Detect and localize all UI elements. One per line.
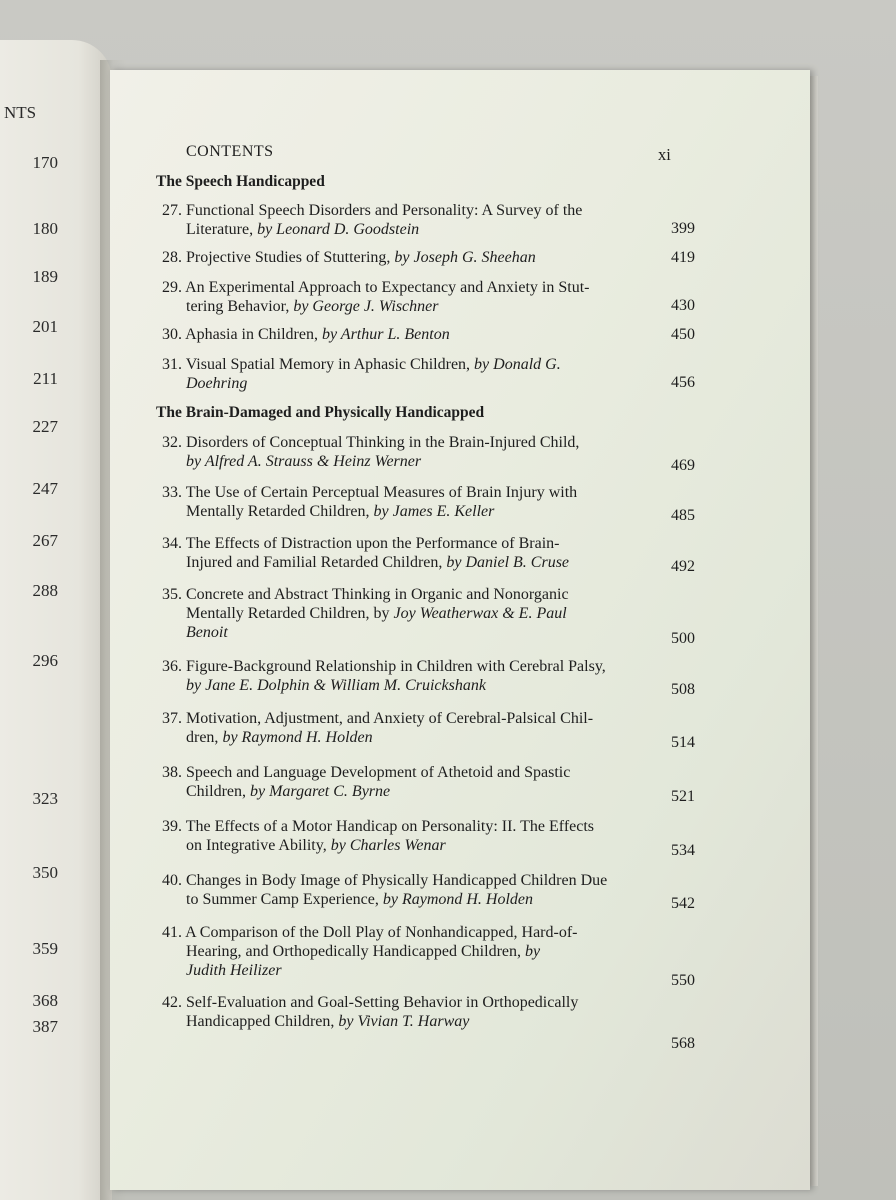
entry-page-number: 521 [671,788,695,805]
entry-author-text: by Raymond H. Holden [222,729,373,746]
entry-page-number: 492 [671,558,695,575]
entry-author-text: Joy Weatherwax & E. Paul [393,605,567,622]
left-page-number: 387 [32,1017,58,1036]
entry-author-text: Doehring [186,375,248,392]
entry-title-text: 41. A Comparison of the Doll Play of Nonhandicapped, Hard-of- [162,924,578,941]
toc-entry-line [186,624,228,642]
left-page-number: 267 [32,531,58,550]
entry-title-text: 27. Functional Speech Disorders and Personality: A Survey of the [162,202,583,219]
entry-title-text: Handicapped Children, [186,1013,339,1030]
contents-page [110,70,810,1190]
entry-title-text: on Integrative Ability, [186,837,331,854]
entry-title-text: Children, [186,783,250,800]
left-page-number: 296 [32,651,58,670]
entry-title-text: 33. The Use of Certain Perceptual Measures of Brain Injury with [162,484,578,501]
entry-author-text: by James E. Keller [373,503,495,520]
toc-entry-line [162,924,577,942]
entry-page-number: 514 [671,734,695,751]
toc-entry-line [162,434,579,452]
entry-author-text: Benoit [186,624,228,641]
entry-title-text: Literature, [186,221,258,238]
facing-page [0,40,112,1200]
toc-entry-line [162,710,593,728]
entry-page-number: 508 [671,681,695,698]
toc-entry-line [186,783,390,801]
entry-author-text: by Leonard D. Goodstein [257,221,420,238]
toc-entry-line [162,872,607,890]
entry-title-text: 30. Aphasia in Children, [162,326,322,343]
toc-entry-line [162,764,570,782]
entry-title-text: tering Behavior, [186,298,294,315]
entry-title-text: 38. Speech and Language Development of Athetoid and Spastic [162,764,571,781]
entry-page-number: 419 [671,249,695,266]
toc-entry-line [162,249,536,267]
left-page-number: 359 [32,939,58,958]
toc-entry-line [162,658,606,676]
toc-entry-line [186,298,438,316]
entry-page-number: 399 [671,220,695,237]
entry-author-text: by [525,943,541,960]
toc-entry-line [186,837,446,855]
toc-entry-line [186,962,282,980]
entry-page-number: 456 [671,374,695,391]
entry-page-number: 568 [671,1035,695,1052]
entry-page-number: 500 [671,630,695,647]
left-page-number: 170 [32,153,58,172]
toc-entry-line [162,484,577,502]
entry-author-text: by Vivian T. Harway [338,1013,470,1030]
entry-author-text: by Daniel B. Cruse [446,554,570,571]
toc-entry-line [162,535,560,553]
entry-author-text: by Joseph G. Sheehan [394,249,536,266]
entry-page-number: 485 [671,507,695,524]
toc-entry-line [186,221,419,239]
toc-entry-line [186,453,421,471]
left-page-number: 247 [32,479,58,498]
entry-author-text: by George J. Wischner [293,298,439,315]
entry-title-text: 36. Figure-Background Relationship in Children with Cerebral Palsy, [162,658,606,675]
entry-page-number: 534 [671,842,695,859]
entry-title-text: dren, [186,729,223,746]
entry-author-text: by Alfred A. Strauss & Heinz Werner [186,453,422,470]
entry-author-text: by Raymond H. Holden [382,891,534,908]
left-page-number: 201 [32,317,58,336]
entry-title-text: 32. Disorders of Conceptual Thinking in the Brain-Injured Child, [162,434,580,451]
entry-page-number: 469 [671,457,695,474]
entry-author-text: by Charles Wenar [330,837,446,854]
entry-page-number: 450 [671,326,695,343]
entry-title-text: 28. Projective Studies of Stuttering, [162,249,395,266]
left-page-number: 323 [32,789,58,808]
left-page-number: 368 [32,991,58,1010]
toc-entry-line [186,1013,469,1031]
toc-entry-line [162,326,450,344]
toc-entry-line [162,202,582,220]
toc-entry-line [186,729,373,747]
entry-title-text: 31. Visual Spatial Memory in Aphasic Children, [162,356,475,373]
entry-title-text: 29. An Experimental Approach to Expectancy and Anxiety in Stut- [162,279,590,296]
entry-title-text: Mentally Retarded Children, [186,503,374,520]
entry-title-text: to Summer Camp Experience, [186,891,383,908]
toc-entry-line [186,605,567,623]
entry-author-text: by Margaret C. Byrne [250,783,391,800]
entry-page-number: 430 [671,297,695,314]
toc-entry-line [162,586,569,604]
left-page-number: 288 [32,581,58,600]
left-page-number: 350 [32,863,58,882]
left-page-number: 180 [32,219,58,238]
entry-title-text: 42. Self-Evaluation and Goal-Setting Behavior in Orthopedically [162,994,579,1011]
entry-title-text: 39. The Effects of a Motor Handicap on Personality: II. The Effects [162,818,595,835]
toc-entry-line [186,891,533,909]
entry-title-text: 37. Motivation, Adjustment, and Anxiety of Cerebral-Palsical Chil- [162,710,594,727]
toc-entry-line [186,943,540,961]
left-page-number: 227 [32,417,58,436]
roman-page-number: xi [658,145,671,164]
entry-author-text: Judith Heilizer [186,962,282,979]
toc-entry-line [162,818,594,836]
entry-title-text: 35. Concrete and Abstract Thinking in Organic and Nonorganic [162,586,569,603]
entry-title-text: 34. The Effects of Distraction upon the Performance of Brain- [162,535,560,552]
left-page-number: 211 [33,369,58,388]
section-heading: The Brain-Damaged and Physically Handicapped [156,404,485,421]
toc-entry-line [162,356,561,374]
entry-page-number: 550 [671,972,695,989]
contents-heading: CONTENTS [186,143,274,160]
toc-entry-line [186,554,569,572]
entry-title-text: Injured and Familial Retarded Children, [186,554,447,571]
section-heading: The Speech Handicapped [156,173,325,190]
entry-page-number: 542 [671,895,695,912]
entry-author-text: by Donald G. [474,356,561,373]
toc-entry-line [186,677,486,695]
left-page-number: 189 [32,267,58,286]
toc-entry-line [186,503,494,521]
toc-entry-line [162,994,578,1012]
entry-title-text: Mentally Retarded Children, by [186,605,394,622]
entry-author-text: by Arthur L. Benton [321,326,450,343]
entry-title-text: 40. Changes in Body Image of Physically Handicapped Children Due [162,872,608,889]
entry-title-text: Hearing, and Orthopedically Handicapped Children, [186,943,525,960]
left-page-header: NTS [4,103,37,122]
toc-entry-line [162,279,589,297]
toc-entry-line [186,375,247,393]
entry-author-text: by Jane E. Dolphin & William M. Cruickshank [186,677,486,694]
